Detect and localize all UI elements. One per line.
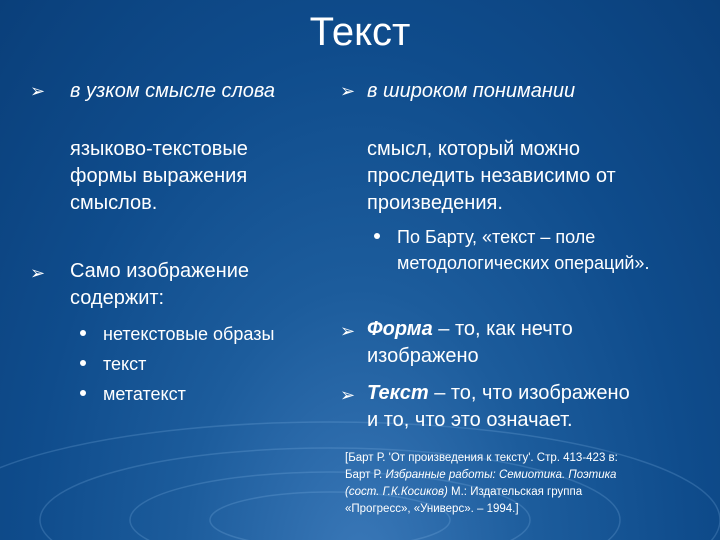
form-def-line: изображено — [367, 345, 479, 367]
arrow-bullet-icon: ➢ — [30, 263, 46, 283]
dot-bullet-icon — [80, 360, 86, 366]
left-definition-line: формы выражения — [70, 165, 248, 187]
form-term: Форма — [367, 318, 433, 340]
left-definition-line: смыслов. — [70, 192, 158, 214]
form-definition — [367, 316, 573, 370]
text-def-line: и то, что это означает. — [367, 409, 573, 431]
left-heading: в узком смысле слова — [70, 80, 276, 102]
barthes-quote-line: По Барту, «текст – поле — [397, 227, 596, 247]
left-definition — [70, 136, 248, 217]
reference-publisher: М.: Издательская группа — [447, 486, 583, 498]
reference-citation — [345, 450, 705, 518]
right-definition-line: произведения. — [367, 192, 503, 214]
barthes-quote-line: методологических операций». — [397, 253, 650, 273]
reference-line: [Барт Р. 'От произведения к тексту'. Стр. 413-423 в: — [345, 452, 618, 464]
text-definition — [367, 380, 630, 434]
arrow-bullet-icon: ➢ — [340, 321, 356, 341]
image-item: метатекст — [103, 384, 186, 404]
dot-bullet-icon — [80, 330, 86, 336]
image-item: текст — [103, 354, 147, 374]
reference-book-title: Избранные работы: Семиотика. Поэтика — [385, 469, 617, 481]
right-definition-line: смысл, который можно — [367, 138, 581, 160]
dot-bullet-icon — [374, 233, 380, 239]
reference-author: Барт Р. — [345, 469, 386, 481]
image-heading — [70, 258, 249, 312]
arrow-bullet-icon: ➢ — [30, 81, 46, 101]
image-item: нетекстовые образы — [103, 324, 275, 344]
text-def-line: – то, что изображено — [434, 382, 630, 404]
reference-compiler: (сост. Г.К.Косиков) — [345, 486, 448, 498]
arrow-bullet-icon: ➢ — [340, 81, 356, 101]
right-definition — [367, 136, 616, 217]
reference-line: «Прогресс», «Универс». – 1994.] — [345, 503, 519, 515]
image-heading-line: Само изображение — [70, 260, 250, 282]
right-definition-line: проследить независимо от — [367, 165, 616, 187]
image-heading-line: содержит: — [70, 287, 165, 309]
left-definition-line: языково-текстовые — [70, 138, 248, 160]
form-def-line: – то, как нечто — [438, 318, 573, 340]
right-heading: в широком понимании — [367, 80, 576, 102]
text-term: Текст — [367, 382, 429, 404]
dot-bullet-icon — [80, 390, 86, 396]
barthes-quote — [397, 224, 649, 276]
slide-title: Текст — [309, 10, 411, 54]
arrow-bullet-icon: ➢ — [340, 385, 356, 405]
